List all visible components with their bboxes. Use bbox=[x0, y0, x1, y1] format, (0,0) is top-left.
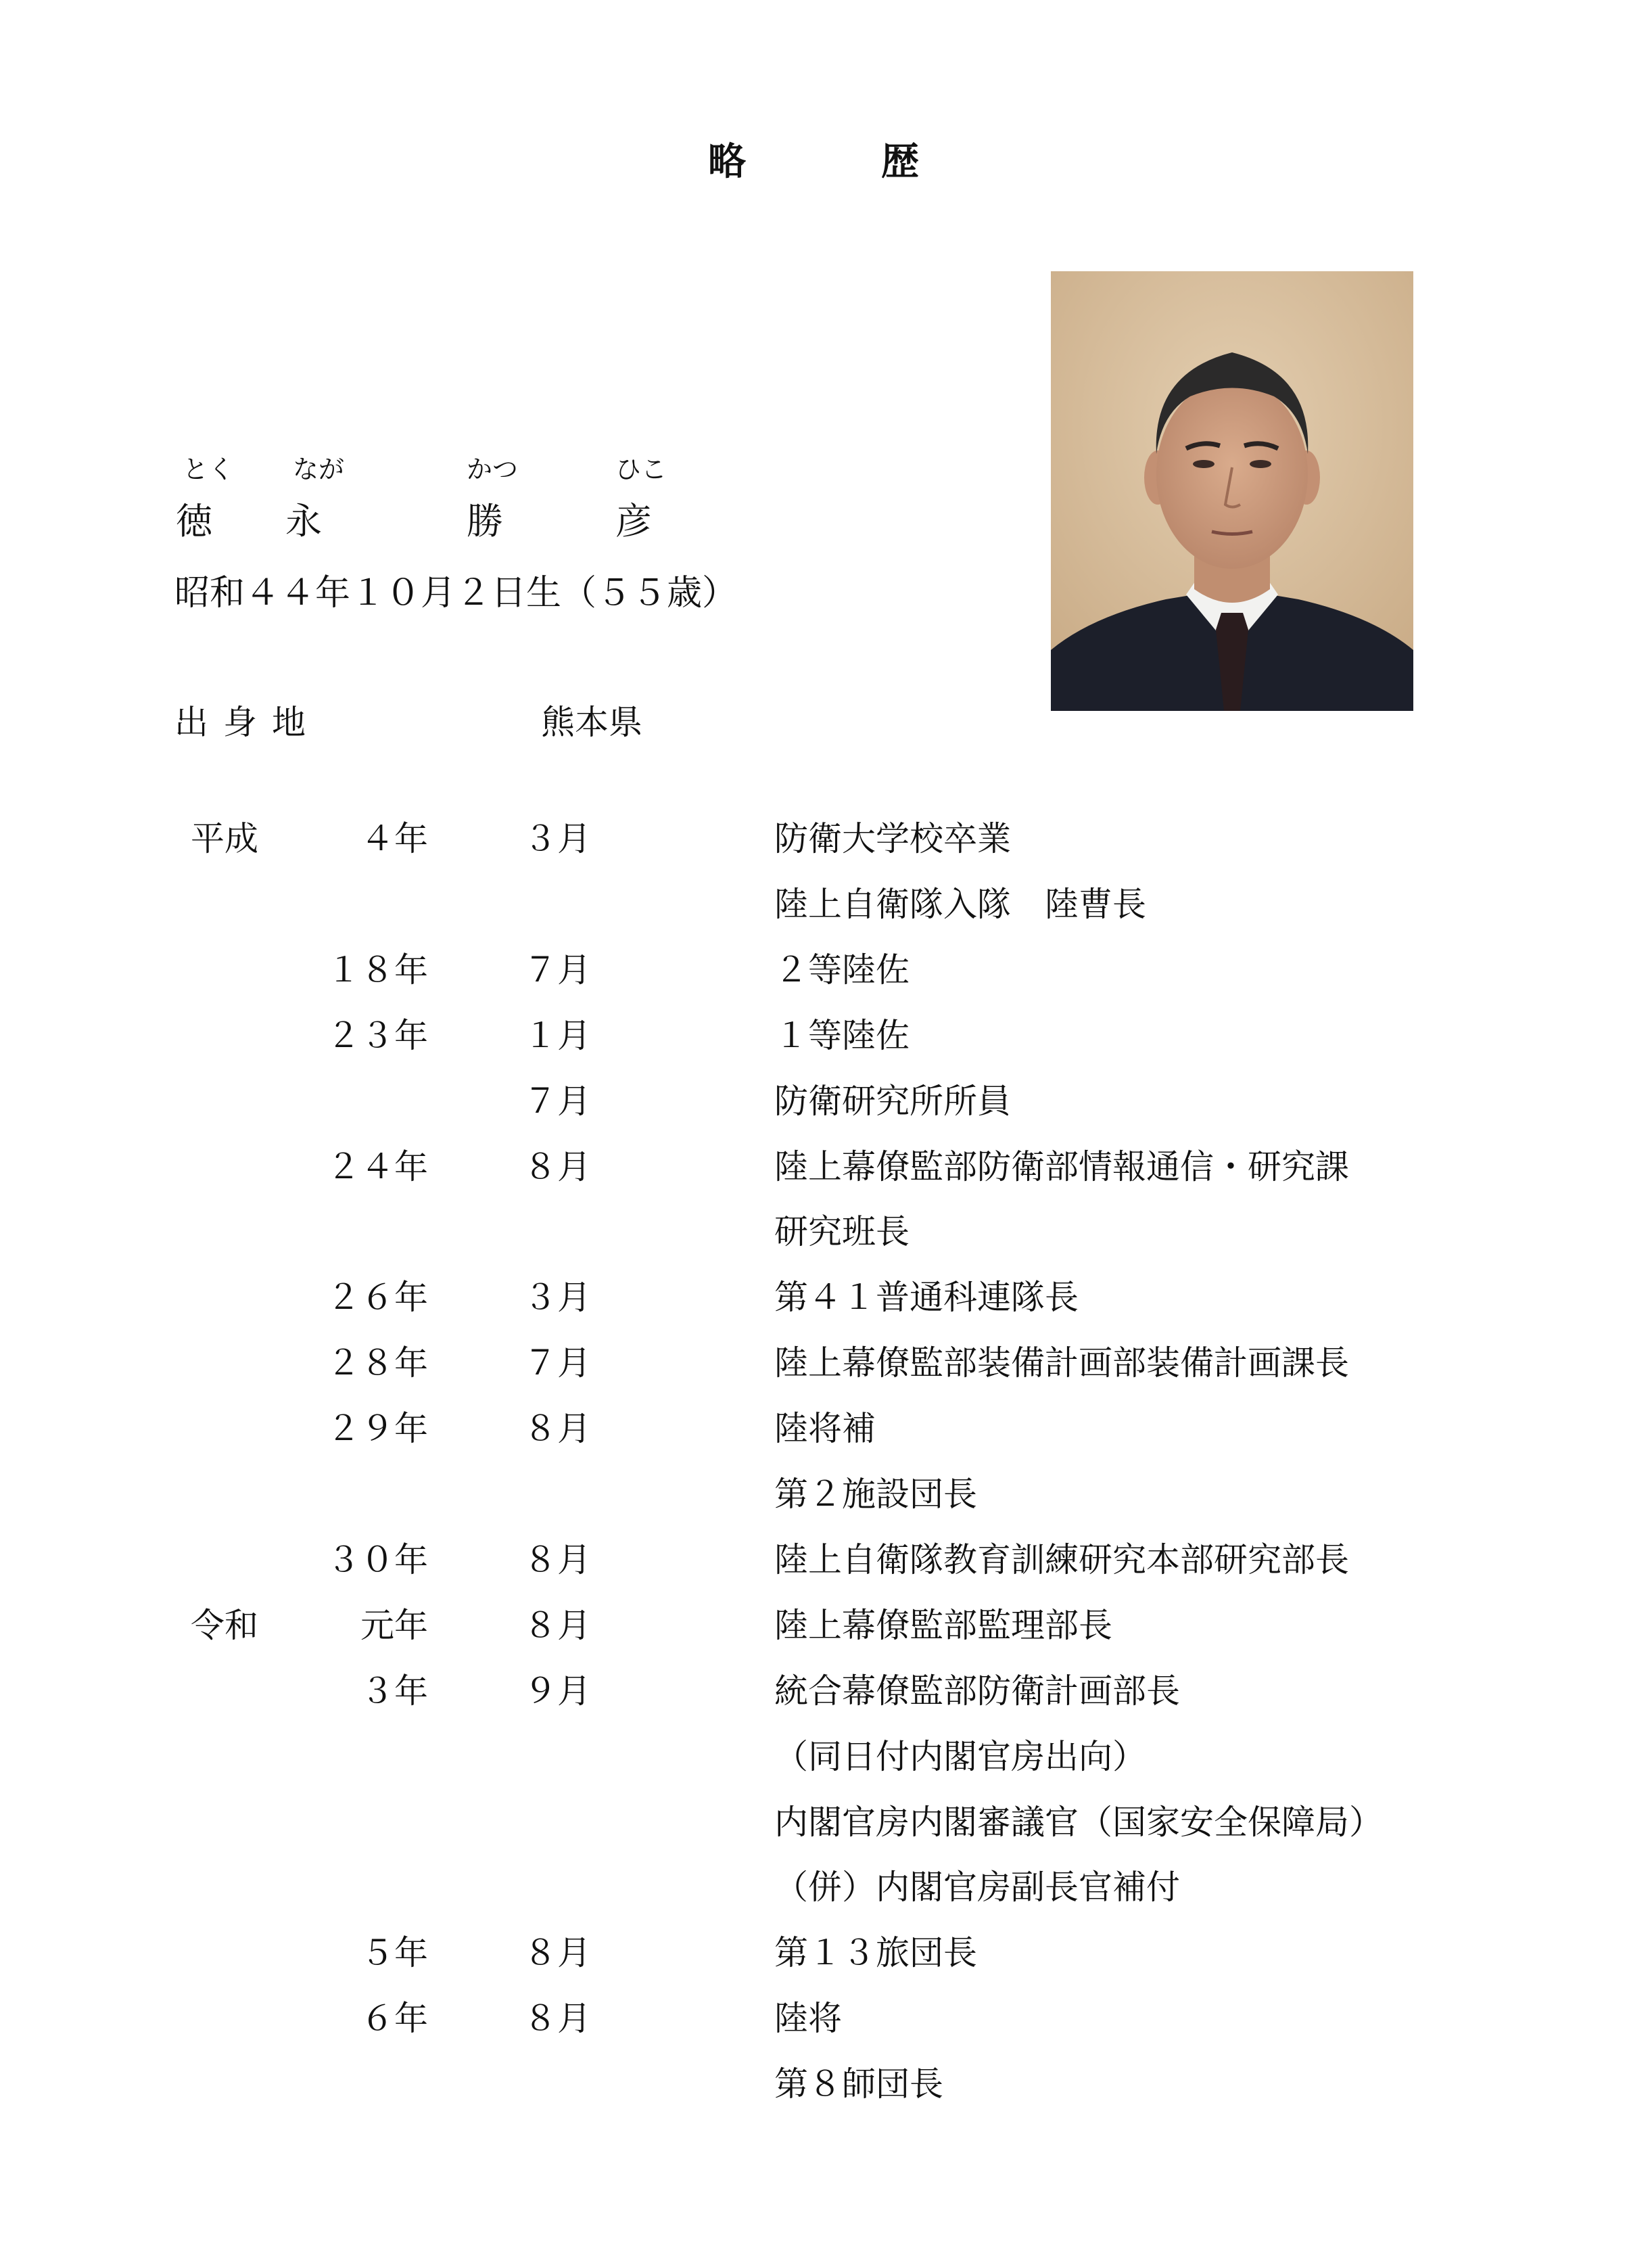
history-month: ８月 bbox=[523, 1999, 591, 2038]
history-year: ２８年 bbox=[327, 1343, 428, 1383]
history-year: ２４年 bbox=[327, 1147, 428, 1186]
title-char-1: 略 bbox=[708, 140, 746, 184]
history-desc: １等陸佐 bbox=[774, 1016, 910, 1055]
history-row bbox=[0, 1795, 1627, 1861]
history-desc: 陸上幕僚監部防衛部情報通信・研究課 bbox=[774, 1147, 1349, 1186]
history-year: ３０年 bbox=[327, 1540, 428, 1579]
history-month: ７月 bbox=[523, 950, 591, 990]
history-month: ７月 bbox=[523, 1082, 591, 1121]
history-month: ８月 bbox=[523, 1147, 591, 1186]
history-row bbox=[0, 1664, 1627, 1730]
history-year: ２６年 bbox=[327, 1278, 428, 1317]
history-month: ８月 bbox=[523, 1933, 591, 1972]
history-month: ８月 bbox=[523, 1540, 591, 1579]
history-row bbox=[0, 1730, 1627, 1795]
history-desc: ２等陸佐 bbox=[774, 950, 910, 990]
history-era: 令和 bbox=[191, 1606, 258, 1645]
portrait-photo bbox=[1051, 271, 1413, 711]
title-char-2: 歴 bbox=[881, 140, 919, 184]
history-era: 平成 bbox=[191, 819, 258, 858]
history-year: ２３年 bbox=[327, 1016, 428, 1055]
history-desc: 陸上幕僚監部装備計画部装備計画課長 bbox=[774, 1343, 1349, 1383]
history-desc: 陸上自衛隊教育訓練研究本部研究部長 bbox=[774, 1540, 1349, 1579]
history-desc: 陸上幕僚監部監理部長 bbox=[774, 1606, 1112, 1645]
history-row bbox=[0, 1991, 1627, 2057]
history-desc: 統合幕僚監部防衛計画部長 bbox=[774, 1671, 1180, 1711]
history-year: ４年 bbox=[360, 819, 428, 858]
ruby-hiko: ひこ bbox=[615, 455, 667, 484]
history-month: １月 bbox=[523, 1016, 591, 1055]
history-desc: 防衛研究所所員 bbox=[774, 1082, 1011, 1121]
history-year: ２９年 bbox=[327, 1409, 428, 1448]
history-row bbox=[0, 1598, 1627, 1664]
name-char-1: 徳 bbox=[176, 500, 212, 542]
history-desc: 陸上自衛隊入隊 陸曹長 bbox=[774, 885, 1146, 924]
history-row bbox=[0, 1009, 1627, 1074]
history-month: ３月 bbox=[523, 819, 591, 858]
origin-value: 熊本県 bbox=[541, 703, 642, 742]
history-row bbox=[0, 1533, 1627, 1598]
history-month: ３月 bbox=[523, 1278, 591, 1317]
history-row bbox=[0, 1205, 1627, 1270]
page-title bbox=[0, 132, 1627, 186]
history-year: ５年 bbox=[360, 1933, 428, 1972]
history-desc: （併）内閣官房副長官補付 bbox=[774, 1868, 1180, 1907]
name-char-4: 彦 bbox=[615, 500, 652, 542]
history-desc: 研究班長 bbox=[774, 1212, 910, 1251]
ruby-katsu: かつ bbox=[467, 455, 519, 484]
history-month: ９月 bbox=[523, 1671, 591, 1711]
origin-label: 出身地 bbox=[174, 703, 321, 742]
history-year: 元年 bbox=[360, 1606, 428, 1645]
history-row bbox=[0, 2057, 1627, 2123]
history-year: １８年 bbox=[327, 950, 428, 990]
history-row bbox=[0, 1402, 1627, 1467]
history-row bbox=[0, 1140, 1627, 1205]
history-row bbox=[0, 1926, 1627, 1991]
history-year: ３年 bbox=[360, 1671, 428, 1711]
history-desc: 内閣官房内閣審議官（国家安全保障局） bbox=[774, 1803, 1383, 1842]
history-row bbox=[0, 1270, 1627, 1336]
ruby-toku: とく bbox=[183, 455, 235, 484]
history-desc: 陸将 bbox=[774, 1999, 842, 2038]
history-row bbox=[0, 812, 1627, 877]
history-desc: 第１３旅団長 bbox=[774, 1933, 977, 1972]
history-month: ８月 bbox=[523, 1409, 591, 1448]
history-row bbox=[0, 1860, 1627, 1926]
name-char-2: 永 bbox=[285, 500, 322, 542]
history-desc: 陸将補 bbox=[774, 1409, 876, 1448]
portrait-photo-icon bbox=[1051, 271, 1413, 711]
history-desc: （同日付内閣官房出向） bbox=[774, 1737, 1146, 1776]
history-row bbox=[0, 1074, 1627, 1140]
ruby-naga: なが bbox=[293, 455, 345, 484]
history-desc: 第８師団長 bbox=[774, 2064, 943, 2104]
history-row bbox=[0, 1467, 1627, 1533]
history-desc: 第２施設団長 bbox=[774, 1475, 977, 1514]
birth-date: 昭和４４年１０月２日生（５５歳） bbox=[174, 573, 738, 614]
history-month: ８月 bbox=[523, 1606, 591, 1645]
history-desc: 防衛大学校卒業 bbox=[774, 819, 1011, 858]
history-row bbox=[0, 943, 1627, 1009]
history-desc: 第４１普通科連隊長 bbox=[774, 1278, 1079, 1317]
history-month: ７月 bbox=[523, 1343, 591, 1383]
name-char-3: 勝 bbox=[467, 500, 503, 542]
history-row bbox=[0, 1336, 1627, 1402]
history-row bbox=[0, 877, 1627, 943]
history-year: ６年 bbox=[360, 1999, 428, 2038]
